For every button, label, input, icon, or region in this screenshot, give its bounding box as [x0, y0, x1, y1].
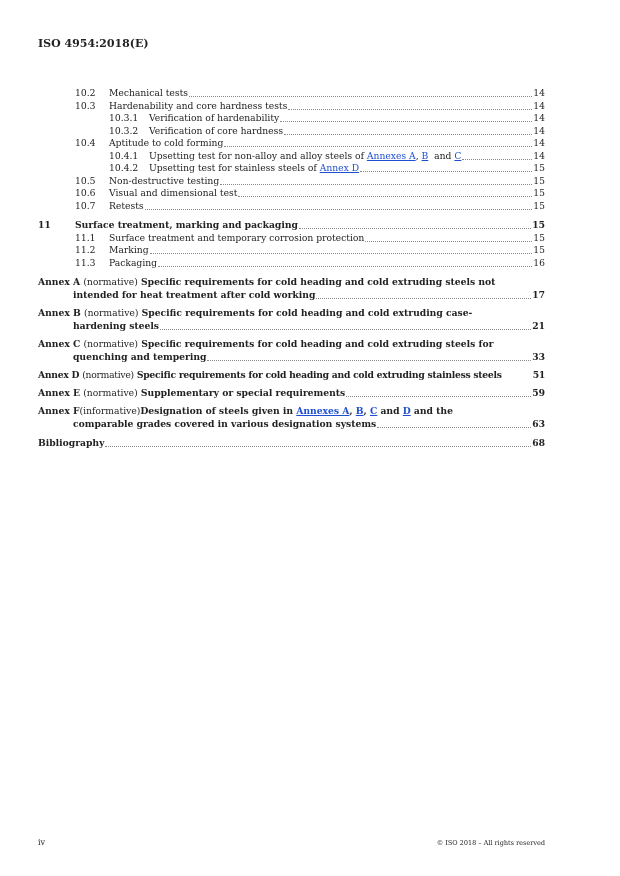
leader-dots [160, 320, 531, 330]
toc-entry[interactable] [0, 162, 620, 175]
annex-title: hardening steels [73, 320, 159, 332]
toc-page: 15 [533, 232, 545, 244]
toc-page: 14 [533, 138, 545, 149]
toc-title: Aptitude to cold forming [109, 138, 224, 149]
annex-title: comparable grades covered in various designation systems [73, 418, 377, 430]
toc-number: 10.5 [75, 175, 96, 187]
toc-page: 21 [532, 320, 545, 332]
toc-page: 33 [532, 351, 545, 363]
toc-entry[interactable] [0, 137, 620, 150]
toc-number: 10.2 [75, 88, 96, 99]
annex-entry-c[interactable] [0, 338, 620, 351]
annex-entry-e[interactable] [0, 387, 620, 400]
toc-number: 10.3.1 [109, 113, 139, 124]
leader-dots [346, 387, 531, 397]
toc-title: Mechanical tests [109, 88, 188, 99]
leader-dots [377, 418, 531, 428]
annex-title: and the [410, 406, 453, 417]
leader-dots [105, 437, 531, 447]
toc-entry[interactable] [0, 219, 620, 232]
toc-title: Bibliography [38, 438, 105, 449]
annex-label: Annex E [38, 388, 81, 399]
copyright-notice: © ISO 2018 – All rights reserved [436, 839, 545, 847]
annex-title: Supplementary or special requirements [140, 388, 346, 399]
toc-entry[interactable] [0, 175, 620, 188]
annex-b-link[interactable]: B [355, 406, 364, 417]
annex-label: Annex C [38, 339, 81, 350]
toc-title: Verification of core hardness [149, 125, 284, 137]
annex-label: Annex B [38, 308, 81, 319]
annex-c-link[interactable]: C [369, 406, 378, 417]
annex-entry-d[interactable] [0, 369, 620, 382]
toc-page: 14 [533, 88, 545, 99]
toc-number: 11.3 [75, 257, 96, 269]
toc-title: Verification of hardenability [149, 113, 280, 124]
toc-page: 17 [532, 289, 545, 301]
annex-d-link[interactable]: Annex D [319, 163, 360, 174]
toc-entry[interactable] [0, 100, 620, 113]
annex-d-link[interactable]: D [402, 406, 411, 417]
bibliography-entry[interactable] [0, 437, 620, 450]
toc-number: 10.3.2 [109, 125, 139, 137]
toc-title: Surface treatment, marking and packaging [75, 220, 298, 231]
toc-title: Hardenability and core hardness tests [109, 100, 288, 112]
annex-type: (normative) [83, 388, 138, 399]
annex-type: (informative) [79, 406, 141, 417]
leader-dots [462, 150, 532, 160]
toc-entry[interactable] [0, 125, 620, 138]
annex-entry-b-cont[interactable] [0, 320, 620, 333]
toc-page: 68 [532, 438, 545, 449]
toc-number: 10.3 [75, 100, 96, 112]
annex-entry-a-cont[interactable] [0, 289, 620, 302]
toc-title: Visual and dimensional test [109, 188, 238, 199]
toc-number: 10.4 [75, 138, 96, 149]
toc-entry[interactable] [0, 257, 620, 270]
separator: and [377, 406, 403, 417]
annex-entry-a[interactable] [0, 276, 620, 289]
leader-dots [207, 351, 531, 361]
toc-page: 15 [532, 220, 545, 231]
annex-title: Specific requirements for cold heading and cold extruding stainless steels [136, 370, 502, 381]
toc-page: 15 [533, 245, 545, 256]
toc-page: 16 [533, 257, 545, 269]
toc-page: 14 [533, 113, 545, 124]
toc-entry[interactable] [0, 200, 620, 213]
annex-title: Specific requirements for cold heading and cold extruding case- [141, 308, 473, 319]
leader-dots [150, 244, 533, 254]
toc-title-text: Upsetting test for non-alloy and alloy steels of [149, 150, 367, 162]
leader-dots [238, 187, 532, 197]
annex-c-link[interactable]: C [454, 150, 462, 162]
separator: and [428, 150, 455, 162]
toc-page: 15 [533, 188, 545, 199]
toc-number: 10.7 [75, 200, 96, 212]
leader-dots [365, 232, 532, 242]
toc-title: Surface treatment and temporary corrosion protection [109, 232, 365, 244]
toc-page: 14 [533, 125, 545, 137]
annex-label: Annex F [38, 406, 80, 417]
annex-entry-f-cont[interactable] [0, 418, 620, 431]
toc-title-text: Upsetting test for stainless steels of [149, 163, 320, 174]
annex-a-link[interactable]: Annexes A [296, 406, 350, 417]
toc-page: 63 [532, 418, 545, 430]
annex-title: intended for heat treatment after cold working [73, 289, 316, 301]
annex-entry-c-cont[interactable] [0, 351, 620, 364]
toc-title: Retests [109, 200, 144, 212]
leader-dots [280, 112, 532, 122]
toc-entry[interactable] [0, 87, 620, 100]
toc-page: 59 [532, 388, 545, 399]
toc-entry[interactable] [0, 244, 620, 257]
annex-title: Specific requirements for cold heading and cold extruding steels for [141, 339, 494, 350]
toc-page: 15 [533, 163, 545, 174]
annex-type: (normative) [83, 339, 138, 350]
leader-dots [316, 289, 531, 299]
annex-label: Annex D [38, 370, 80, 381]
annex-title: quenching and tempering [73, 351, 207, 363]
toc-number: 10.4.1 [109, 150, 139, 162]
toc-entry[interactable] [0, 112, 620, 125]
toc-title: Marking [109, 245, 149, 256]
annex-type: (normative) [83, 308, 139, 319]
document-header: ISO 4954:2018(E) [38, 37, 149, 50]
toc-entry[interactable] [0, 150, 620, 163]
leader-dots [158, 257, 532, 267]
toc-title: Non-destructive testing [109, 175, 220, 187]
annex-title: Specific requirements for cold heading and cold extruding steels not [141, 277, 496, 288]
annex-a-link[interactable]: Annexes A [366, 150, 416, 162]
toc-entry[interactable] [0, 232, 620, 245]
toc-page: 14 [533, 100, 545, 112]
annex-label: Annex A [38, 277, 81, 288]
toc-page: 15 [533, 200, 545, 212]
annex-entry-f[interactable] [0, 405, 620, 418]
annex-type: (normative) [83, 277, 138, 288]
toc-page: 51 [532, 370, 545, 381]
toc-title [149, 150, 461, 163]
leader-dots [284, 125, 532, 135]
leader-dots [224, 137, 532, 147]
toc-number: 10.6 [75, 188, 96, 199]
annex-b-link[interactable]: B [421, 150, 429, 162]
annex-type: (normative) [82, 370, 134, 381]
leader-dots [220, 175, 532, 185]
separator: , [363, 406, 370, 417]
separator: , [349, 406, 356, 417]
leader-dots [189, 87, 532, 97]
leader-dots [145, 200, 533, 210]
page-number: iv [38, 838, 46, 847]
toc-title: Packaging [109, 257, 158, 269]
toc-number: 10.4.2 [109, 163, 139, 174]
toc-page: 14 [533, 150, 545, 162]
toc-entry[interactable] [0, 187, 620, 200]
toc-number: 11 [38, 220, 51, 231]
leader-dots [360, 162, 532, 172]
annex-entry-b[interactable] [0, 307, 620, 320]
leader-dots [299, 219, 531, 229]
toc-title [149, 162, 359, 175]
toc-number: 11.2 [75, 245, 96, 256]
toc-number: 11.1 [75, 232, 96, 244]
separator: , [415, 150, 422, 162]
leader-dots [288, 100, 532, 110]
toc-page: 15 [533, 175, 545, 187]
annex-title: Designation of steels given in [140, 406, 297, 417]
